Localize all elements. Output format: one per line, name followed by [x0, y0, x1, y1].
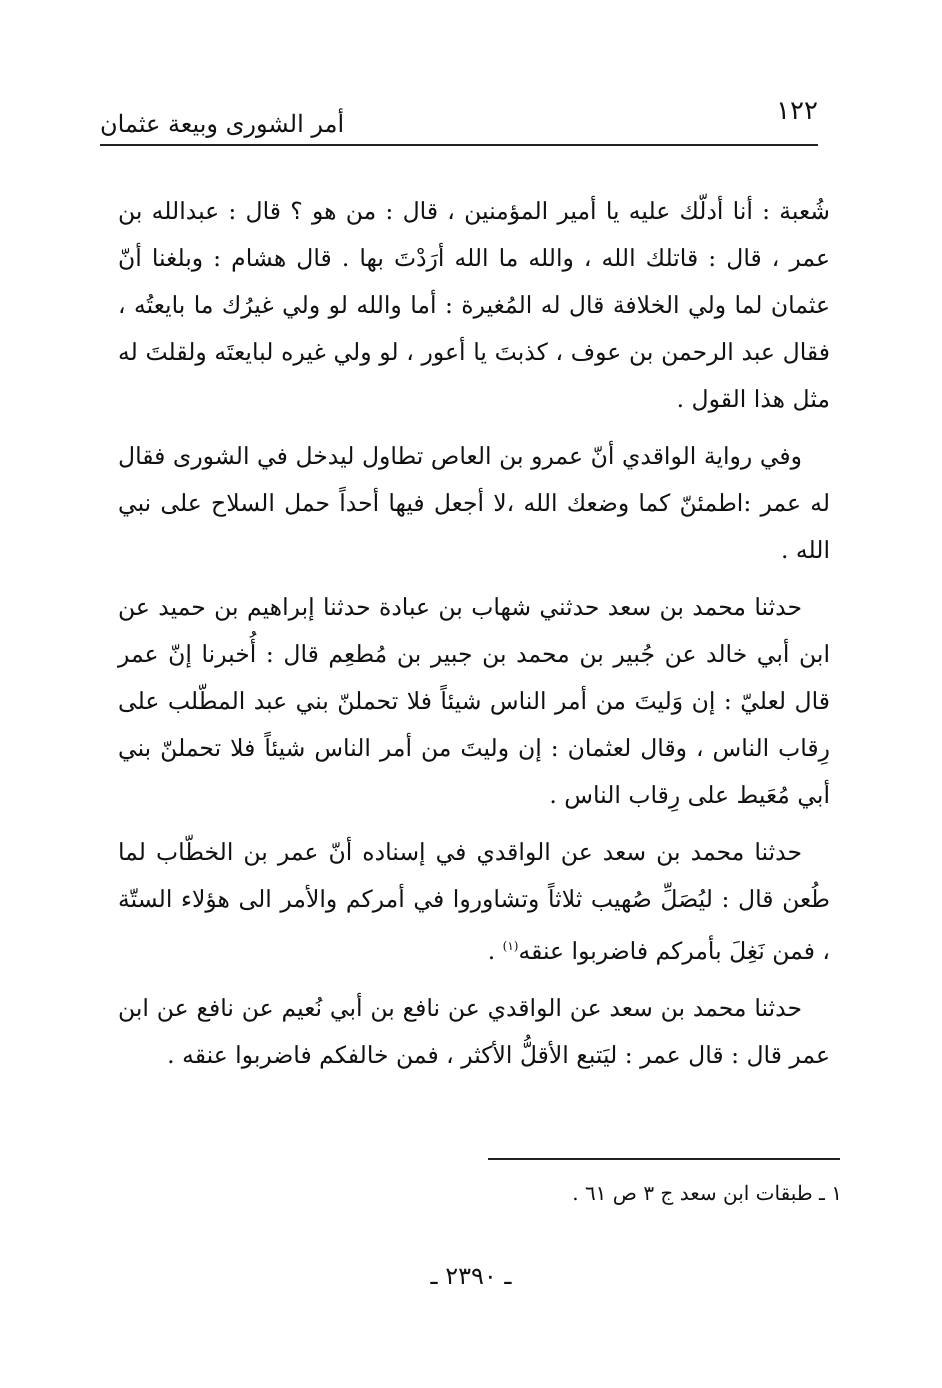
page-number: ١٢٢ [776, 96, 818, 126]
footer-page-number: ـ ٢٣٩٠ ـ [430, 1262, 512, 1290]
running-title: أمر الشورى وبيعة عثمان [100, 110, 345, 138]
paragraph-5: حدثنا محمد بن سعد عن الواقدي عن نافع بن أبي نُعيم عن نافع عن ابن عمر قال : قال عمر : ليَتبع الأقلُّ الأكثر ، فمن خالفكم فاضربوا عنقه . [118, 993, 830, 1069]
page-header [100, 96, 818, 146]
body-text [118, 188, 830, 1089]
header-rule [100, 144, 818, 146]
paragraph-3: حدثنا محمد بن سعد حدثني شهاب بن عبادة حدثنا إبراهيم بن حميد عن ابن أبي خالد عن جُبير بن محمد بن جبير بن مُطعِم قال : أُخبرنا إنّ عمر قال لعليّ : إن وَليتَ من أمر الناس شيئاً فلا تحملنّ بني عبد المطّلب على رِقاب الناس ، وقال لعثمان : إن وليتَ من أمر الناس شيئاً فلا تحملنّ بني أبي مُعَيط على رِقاب الناس . [118, 593, 830, 809]
paragraph-1: شُعبة : أنا أدلّك عليه يا أمير المؤمنين ، قال : من هو ؟ قال : عبدالله بن عمر ، قال : قاتلك الله ، والله ما الله أرَدْتَ بها . قال هشام : وبلغنا أنّ عثمان لما ولي الخلافة قال له المُغيرة : أما والله لو ولي غيرُك ما بايعتُه ، فقال عبد الرحمن بن عوف ، كذبتَ يا أعور ، لو ولي غيره لبايعتَه ولقلتَ له مثل هذا القول . [118, 197, 830, 413]
paragraph-2: وفي رواية الواقدي أنّ عمرو بن العاص تطاول ليدخل في الشورى فقال له عمر :اطمئنّ كما وضعك الله ،لا أجعل فيها أحداً حمل السلاح على نبي الله . [118, 442, 830, 564]
paragraph-4-text: حدثنا محمد بن سعد عن الواقدي في إسناده أنّ عمر بن الخطّاب لما طُعن قال : ليُصَلِّ صُهيب ثلاثاً وتشاوروا في أمركم والأمر الى هؤلاء الستّة ، فمن نَغِلَ بأمركم فاضربوا عنقه [118, 838, 830, 965]
footnote: ١ ـ طبقات ابن سعد ج ٣ ص ٦١ . [572, 1181, 842, 1205]
footnote-marker: (١) [502, 939, 519, 953]
paragraph-4-tail: . [487, 936, 503, 965]
paragraph-4 [118, 829, 830, 975]
footnote-rule [488, 1158, 840, 1160]
